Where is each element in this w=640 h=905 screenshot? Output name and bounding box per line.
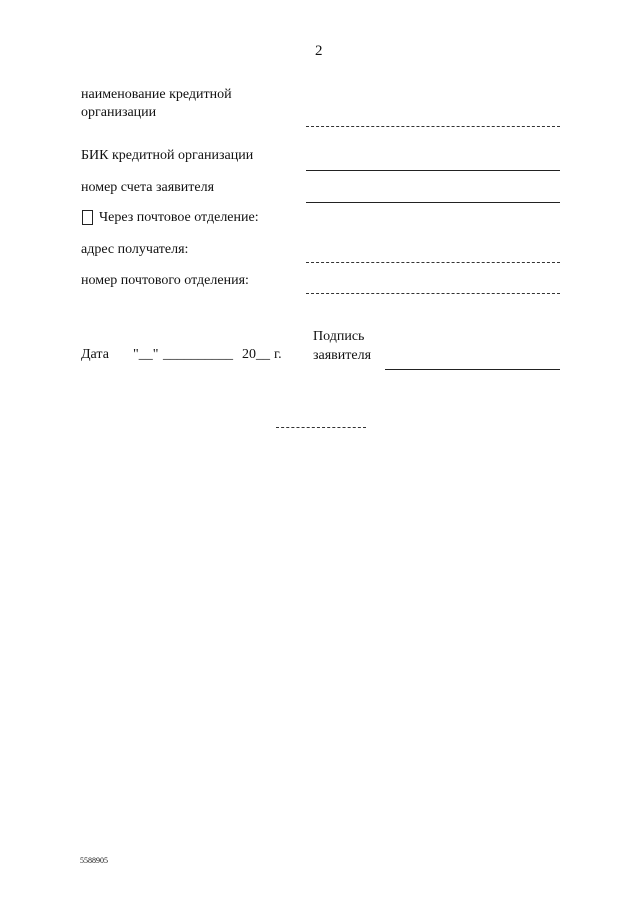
via-post-checkbox[interactable] [82, 210, 93, 225]
via-post-label: Через почтовое отделение: [99, 210, 259, 225]
footer-code: 5588905 [80, 856, 108, 865]
signature-label-line1: Подпись [313, 329, 365, 344]
account-number-field-line[interactable] [306, 202, 560, 203]
end-divider [276, 427, 366, 428]
post-office-number-field-line[interactable] [306, 293, 560, 294]
credit-org-name-label-line2: организации [81, 105, 157, 120]
recipient-address-label: адрес получателя: [81, 242, 189, 257]
signature-field-line[interactable] [385, 369, 560, 370]
recipient-address-field-line[interactable] [306, 262, 560, 263]
account-number-label: номер счета заявителя [81, 180, 215, 195]
post-office-number-label: номер почтового отделения: [81, 273, 249, 288]
date-year-field[interactable]: 20__ [242, 347, 270, 362]
bik-label: БИК кредитной организации [81, 148, 254, 163]
date-year-suffix: г. [274, 347, 282, 362]
date-day-field[interactable]: "__" [133, 347, 159, 362]
bik-field-line[interactable] [306, 170, 560, 171]
credit-org-name-label-line1: наименование кредитной [81, 87, 232, 102]
page-number: 2 [315, 43, 323, 59]
date-label: Дата [81, 347, 109, 362]
date-month-field[interactable]: __________ [163, 347, 233, 362]
credit-org-name-field-line[interactable] [306, 126, 560, 127]
signature-label-line2: заявителя [313, 348, 372, 363]
